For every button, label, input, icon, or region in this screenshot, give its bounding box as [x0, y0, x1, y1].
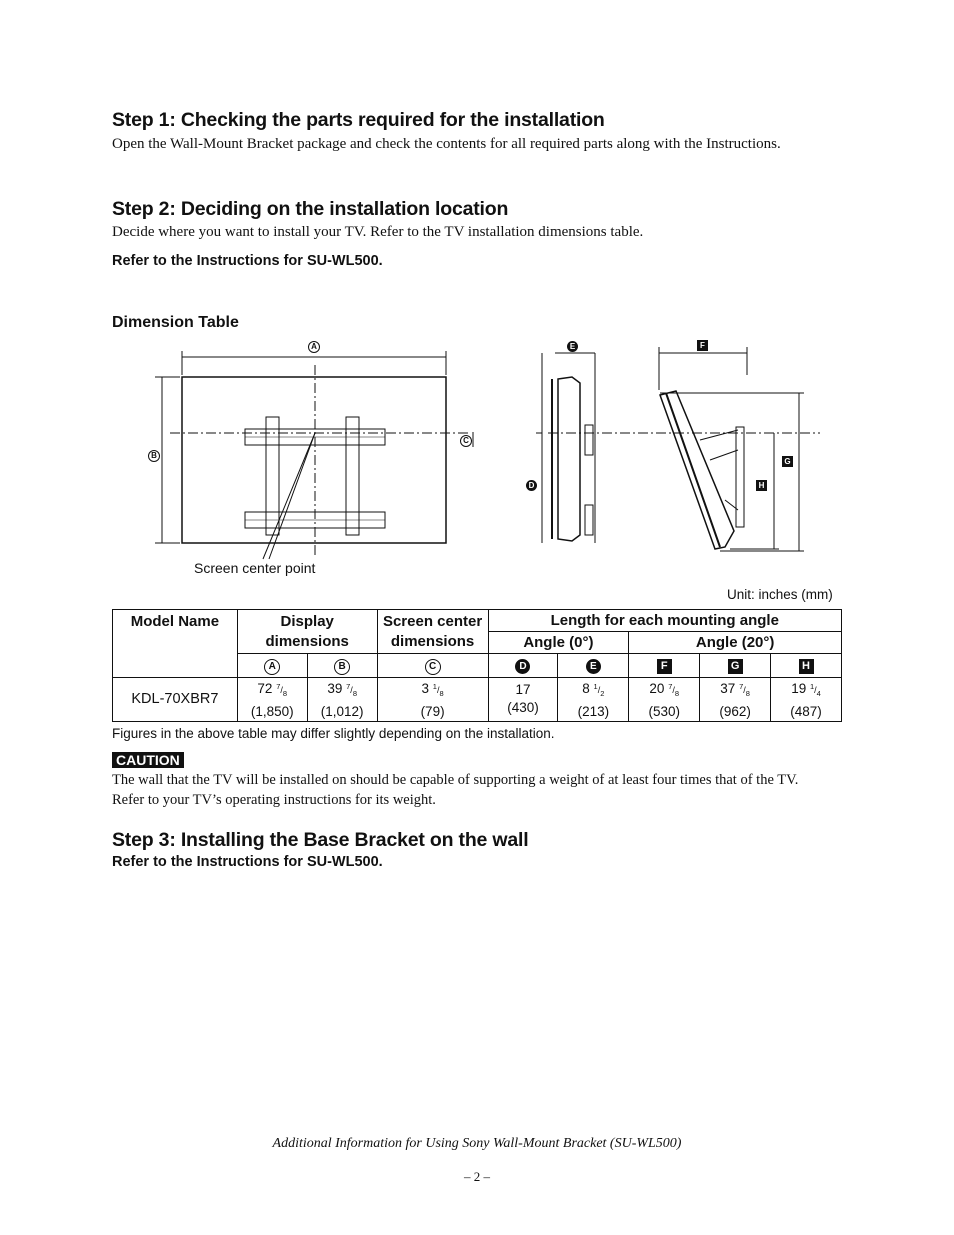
caution-text [112, 770, 852, 810]
tv-front-outline [182, 377, 446, 543]
cell-d: 17 (430) [488, 678, 558, 722]
d-icon: D [515, 659, 530, 674]
caution-line-2: Refer to your TV’s operating instructions for its weight. [112, 792, 436, 808]
label-a-icon: A [308, 341, 320, 353]
page-number: – 2 – [464, 1169, 490, 1184]
caution-badge [112, 752, 184, 770]
step1-heading: Step 1: Checking the parts required for the installation [112, 109, 605, 131]
installation-diagram [140, 335, 820, 585]
cell-g: 37 $^7/_8$ (962) [700, 678, 771, 722]
cell-f: 20 $^7/_8$ (530) [629, 678, 700, 722]
header-angle-0: Angle (0°) [488, 632, 629, 654]
col-c-header [377, 654, 488, 678]
label-g-icon: G [782, 456, 793, 467]
unit-label: Unit: inches (mm) [727, 587, 833, 602]
header-screen-center: Screen center dimensions [377, 610, 488, 654]
dimension-table [112, 609, 842, 722]
header-length: Length for each mounting angle [488, 610, 841, 632]
header-model: Model Name [113, 610, 238, 678]
screen-center-label: Screen center point [194, 560, 316, 576]
row-model: KDL-70XBR7 [113, 678, 238, 722]
table-note: Figures in the above table may differ slightly depending on the installation. [112, 726, 555, 741]
a-icon: A [264, 659, 280, 675]
col-d-header [488, 654, 558, 678]
col-h-header [771, 654, 842, 678]
label-b-icon: B [148, 450, 160, 462]
step1-text: Open the Wall-Mount Bracket package and check the contents for all required parts along with the Instructions. [112, 136, 781, 152]
col-a-header [237, 654, 307, 678]
f-icon: F [657, 659, 672, 674]
label-h-icon: H [756, 480, 767, 491]
b-icon: B [334, 659, 350, 675]
header-angle-20: Angle (20°) [629, 632, 842, 654]
col-e-header [558, 654, 629, 678]
label-c-icon: C [460, 435, 472, 447]
header-display: Display dimensions [237, 610, 377, 654]
cell-e: 8 $^1/_2$ (213) [558, 678, 629, 722]
step3-refer: Refer to the Instructions for SU-WL500. [112, 854, 383, 870]
dimension-table-title: Dimension Table [112, 314, 239, 331]
footer-title: Additional Information for Using Sony Wall-Mount Bracket (SU-WL500) [272, 1136, 682, 1151]
caution-line-1: The wall that the TV will be installed on should be capable of supporting a weight of at least four times that of the TV. [112, 772, 799, 788]
col-f-header [629, 654, 700, 678]
step2-refer: Refer to the Instructions for SU-WL500. [112, 253, 383, 269]
label-e-icon: E [567, 341, 578, 352]
cell-c: 3 $^1/_8$ (79) [377, 678, 488, 722]
label-f-icon: F [697, 340, 708, 351]
g-icon: G [728, 659, 743, 674]
caution-label: CAUTION [112, 752, 184, 768]
cell-h: 19 $^1/_4$ (487) [771, 678, 842, 722]
step2-heading: Step 2: Deciding on the installation location [112, 198, 509, 220]
cell-b: 39 $^7/_8$ (1,012) [307, 678, 377, 722]
step3-heading: Step 3: Installing the Base Bracket on the wall [112, 829, 529, 851]
c-icon: C [425, 659, 441, 675]
col-b-header [307, 654, 377, 678]
cell-a: 72 $^7/_8$ (1,850) [237, 678, 307, 722]
col-g-header [700, 654, 771, 678]
e-icon: E [586, 659, 601, 674]
label-d-icon: D [526, 480, 537, 491]
step2-text: Decide where you want to install your TV. Refer to the TV installation dimensions table. [112, 224, 644, 240]
h-icon: H [799, 659, 814, 674]
